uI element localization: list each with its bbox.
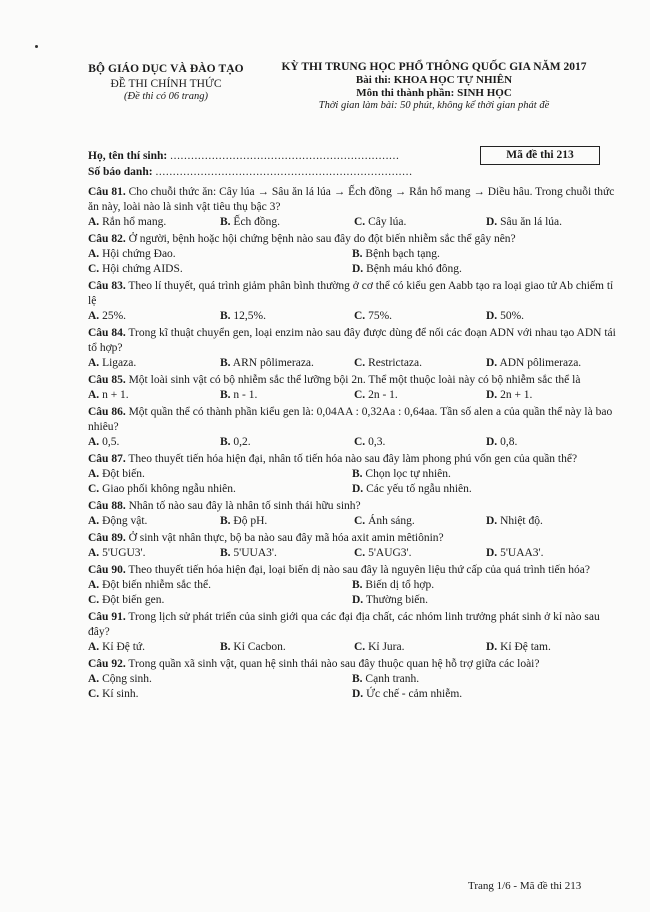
candidate-info xyxy=(88,150,413,182)
answer-option xyxy=(486,546,618,561)
option-letter: B. xyxy=(220,310,231,322)
answer-option xyxy=(352,482,618,497)
option-text: Bệnh máu khó đông. xyxy=(366,263,462,275)
option-letter: A. xyxy=(88,248,100,260)
option-text: ADN pôlimeraza. xyxy=(499,357,582,369)
option-text: 2n - 1. xyxy=(368,389,398,401)
answer-options xyxy=(88,388,618,403)
option-letter: C. xyxy=(354,357,366,369)
option-letter: B. xyxy=(220,515,231,527)
question-text: Trong kĩ thuật chuyển gen, loại enzim nào sau đây được dùng để nối các đoạn ADN với nhau tạo ADN tái tổ hợp? xyxy=(88,327,616,354)
option-letter: C. xyxy=(354,436,366,448)
option-text: 75%. xyxy=(368,310,393,322)
question xyxy=(88,610,618,655)
option-text: 5'UGU3'. xyxy=(102,547,146,559)
option-letter: B. xyxy=(220,357,231,369)
question xyxy=(88,531,618,561)
exam-title: KỲ THI TRUNG HỌC PHỔ THÔNG QUỐC GIA NĂM 2017 xyxy=(281,61,587,73)
answer-option xyxy=(220,309,354,324)
question-number: Câu 82. xyxy=(88,233,126,245)
answer-option xyxy=(354,309,486,324)
answer-option xyxy=(486,435,618,450)
answer-option xyxy=(354,388,486,403)
answer-option xyxy=(354,435,486,450)
answer-options xyxy=(88,514,618,529)
answer-option xyxy=(220,215,354,230)
answer-option xyxy=(220,546,354,561)
question-stem xyxy=(88,232,618,247)
option-letter: D. xyxy=(486,216,498,228)
answer-option xyxy=(486,215,618,230)
option-text: Thường biến. xyxy=(365,594,428,606)
option-text: Ếch đồng. xyxy=(233,216,281,228)
option-text: 5'UAA3'. xyxy=(500,547,544,559)
option-letter: C. xyxy=(354,216,366,228)
option-letter: A. xyxy=(88,389,100,401)
option-text: 5'AUG3'. xyxy=(368,547,412,559)
option-letter: A. xyxy=(88,468,100,480)
answer-option xyxy=(486,309,618,324)
time-line: Thời gian làm bài: 50 phút, không kể thời gian phát đề xyxy=(318,100,550,111)
option-text: Đột biến gen. xyxy=(102,594,165,606)
question-text: Theo lí thuyết, quá trình giảm phân bình thường ở cơ thể có kiểu gen Aabb tạo ra loại giao tử Ab chiếm tỉ lệ xyxy=(88,280,614,307)
option-letter: B. xyxy=(352,579,363,591)
option-letter: D. xyxy=(352,263,364,275)
option-text: 5'UUA3'. xyxy=(233,547,277,559)
question-stem xyxy=(88,531,618,546)
answer-option xyxy=(88,578,352,593)
option-letter: C. xyxy=(88,594,100,606)
answer-option xyxy=(352,467,618,482)
option-letter: A. xyxy=(88,515,100,527)
option-letter: B. xyxy=(220,436,231,448)
answer-option xyxy=(88,356,220,371)
option-letter: A. xyxy=(88,579,100,591)
question xyxy=(88,326,618,371)
question-text: Theo thuyết tiến hóa hiện đại, loại biến dị nào sau đây là nguyên liệu thứ cấp của quá trình tiến hóa? xyxy=(128,564,590,576)
question-number: Câu 91. xyxy=(88,611,126,623)
option-text: 0,2. xyxy=(233,436,251,448)
question-number: Câu 92. xyxy=(88,658,126,670)
option-letter: C. xyxy=(354,547,366,559)
option-letter: B. xyxy=(220,547,231,559)
option-letter: B. xyxy=(352,673,363,685)
option-text: Ligaza. xyxy=(102,357,137,369)
question-stem xyxy=(88,279,618,309)
option-text: Giao phối không ngẫu nhiên. xyxy=(102,483,236,495)
option-text: Nhiệt độ. xyxy=(500,515,543,527)
option-text: Kỉ Cacbon. xyxy=(233,641,286,653)
answer-option xyxy=(88,687,352,702)
option-text: Sâu ăn lá lúa. xyxy=(500,216,563,228)
sbd-label: Số báo danh: xyxy=(88,166,153,178)
option-letter: A. xyxy=(88,216,100,228)
answer-option xyxy=(352,578,618,593)
option-letter: C. xyxy=(354,389,366,401)
option-letter: D. xyxy=(486,515,498,527)
option-text: Hội chứng Đao. xyxy=(102,248,176,260)
question-text: Trong quần xã sinh vật, quan hệ sinh thái nào sau đây thuộc quan hệ hỗ trợ giữa các loài? xyxy=(128,658,540,670)
answer-options xyxy=(88,672,618,702)
ministry-name: BỘ GIÁO DỤC VÀ ĐÀO TẠO xyxy=(88,63,244,75)
option-text: 2n + 1. xyxy=(500,389,533,401)
question-number: Câu 86. xyxy=(88,406,126,418)
scan-dot xyxy=(35,45,38,48)
answer-option xyxy=(88,262,352,277)
official-label: ĐỀ THI CHÍNH THỨC xyxy=(110,78,222,90)
answer-option xyxy=(354,215,486,230)
answer-option xyxy=(88,309,220,324)
question-stem xyxy=(88,452,618,467)
answer-option xyxy=(354,546,486,561)
option-text: n + 1. xyxy=(102,389,129,401)
option-text: Hội chứng AIDS. xyxy=(102,263,183,275)
option-letter: D. xyxy=(486,357,498,369)
question-text: Theo thuyết tiến hóa hiện đại, nhân tố tiến hóa nào sau đây làm phong phú vốn gen của quần thể? xyxy=(128,453,578,465)
answer-option xyxy=(352,672,618,687)
answer-options xyxy=(88,215,618,230)
option-letter: B. xyxy=(220,641,231,653)
option-text: 12,5%. xyxy=(233,310,267,322)
option-text: Độ pH. xyxy=(233,515,268,527)
exam-code-box: Mã đề thi 213 xyxy=(480,146,600,165)
answer-option xyxy=(486,388,618,403)
option-letter: D. xyxy=(486,436,498,448)
option-letter: A. xyxy=(88,547,100,559)
option-text: n - 1. xyxy=(233,389,258,401)
question-stem xyxy=(88,326,618,356)
answer-option xyxy=(88,546,220,561)
answer-options xyxy=(88,640,618,655)
page-count: (Đề thi có 06 trang) xyxy=(124,91,208,102)
question-number: Câu 83. xyxy=(88,280,126,292)
question-stem xyxy=(88,405,618,435)
option-letter: D. xyxy=(486,389,498,401)
question-text: Trong lịch sử phát triển của sinh giới qua các đại địa chất, các nhóm linh trưởng phát sinh ở kỉ nào sau đây? xyxy=(88,611,600,638)
component-line: Môn thi thành phần: SINH HỌC xyxy=(356,87,512,99)
answer-options xyxy=(88,309,618,324)
option-text: 25%. xyxy=(102,310,127,322)
answer-options xyxy=(88,546,618,561)
option-text: Đột biến. xyxy=(102,468,145,480)
option-letter: D. xyxy=(486,641,498,653)
option-letter: D. xyxy=(352,594,364,606)
question-text: Ở sinh vật nhân thực, bộ ba nào sau đây mã hóa axit amin mêtiônin? xyxy=(128,532,444,544)
option-text: 0,3. xyxy=(368,436,386,448)
answer-option xyxy=(88,435,220,450)
sbd-field: .......................................................................... xyxy=(155,166,413,178)
question-text: Một quần thể có thành phần kiểu gen là: 0,04AA : 0,32Aa : 0,64aa. Tần số alen a của quần thể này là bao nhiêu? xyxy=(88,406,613,433)
answer-options xyxy=(88,435,618,450)
option-letter: B. xyxy=(352,468,363,480)
answer-option xyxy=(352,593,618,608)
name-label: Họ, tên thí sinh: xyxy=(88,150,168,162)
answer-option xyxy=(352,687,618,702)
option-letter: C. xyxy=(354,515,366,527)
option-text: Các yếu tố ngẫu nhiên. xyxy=(366,483,472,495)
question-stem xyxy=(88,657,618,672)
answer-option xyxy=(354,356,486,371)
question-stem xyxy=(88,499,618,514)
option-text: Bệnh bạch tạng. xyxy=(365,248,440,260)
answer-option xyxy=(352,262,618,277)
answer-option xyxy=(88,467,352,482)
option-text: Kỉ Jura. xyxy=(368,641,405,653)
question xyxy=(88,499,618,529)
answer-option xyxy=(486,640,618,655)
answer-option xyxy=(88,593,352,608)
option-text: Ức chế - cảm nhiễm. xyxy=(366,688,463,700)
question xyxy=(88,232,618,277)
answer-options xyxy=(88,356,618,371)
question xyxy=(88,185,618,230)
option-text: Chọn lọc tự nhiên. xyxy=(365,468,451,480)
option-letter: B. xyxy=(220,216,231,228)
question-stem xyxy=(88,610,618,640)
answer-options xyxy=(88,247,618,277)
question-stem xyxy=(88,373,618,388)
option-text: Cộng sinh. xyxy=(102,673,152,685)
question-text: Ở người, bệnh hoặc hội chứng bệnh nào sau đây do đột biến nhiễm sắc thể gây nên? xyxy=(128,233,516,245)
question-text: Một loài sinh vật có bộ nhiễm sắc thể lưỡng bội 2n. Thể một thuộc loài này có bộ nhiễm sắc thể là xyxy=(128,374,581,386)
question-number: Câu 87. xyxy=(88,453,126,465)
answer-option xyxy=(354,640,486,655)
option-text: Kí sinh. xyxy=(102,688,139,700)
answer-option xyxy=(88,672,352,687)
answer-option xyxy=(220,514,354,529)
option-letter: D. xyxy=(486,547,498,559)
question-number: Câu 81. xyxy=(88,186,126,198)
name-field: .................................................................. xyxy=(170,150,400,162)
page-footer: Trang 1/6 - Mã đề thi 213 xyxy=(468,880,582,892)
question xyxy=(88,452,618,497)
option-text: Rắn hổ mang. xyxy=(102,216,167,228)
option-text: Cạnh tranh. xyxy=(365,673,420,685)
answer-option xyxy=(486,514,618,529)
option-letter: B. xyxy=(352,248,363,260)
option-letter: D. xyxy=(352,483,364,495)
subject-line: Bài thi: KHOA HỌC TỰ NHIÊN xyxy=(355,74,513,86)
option-text: Restrictaza. xyxy=(368,357,423,369)
answer-options xyxy=(88,578,618,608)
question xyxy=(88,279,618,324)
option-letter: D. xyxy=(486,310,498,322)
answer-option xyxy=(88,482,352,497)
answer-option xyxy=(486,356,618,371)
option-letter: C. xyxy=(88,688,100,700)
header-right xyxy=(254,61,614,111)
option-letter: D. xyxy=(352,688,364,700)
option-text: ARN pôlimeraza. xyxy=(232,357,314,369)
question-stem xyxy=(88,563,618,578)
option-text: Đột biến nhiễm sắc thể. xyxy=(102,579,211,591)
answer-option xyxy=(88,640,220,655)
option-letter: A. xyxy=(88,436,100,448)
option-letter: C. xyxy=(354,641,366,653)
question-text: Nhân tố nào sau đây là nhân tố sinh thái hữu sinh? xyxy=(128,500,361,512)
option-letter: A. xyxy=(88,310,100,322)
option-text: 0,5. xyxy=(102,436,120,448)
answer-option xyxy=(352,247,618,262)
header-left xyxy=(86,63,246,102)
question-number: Câu 88. xyxy=(88,500,126,512)
option-text: 0,8. xyxy=(500,436,518,448)
answer-options xyxy=(88,467,618,497)
option-letter: A. xyxy=(88,357,100,369)
option-letter: C. xyxy=(88,263,100,275)
option-text: Kỉ Đệ tam. xyxy=(500,641,551,653)
answer-option xyxy=(88,514,220,529)
answer-option xyxy=(88,388,220,403)
question xyxy=(88,563,618,608)
question-number: Câu 90. xyxy=(88,564,126,576)
answer-option xyxy=(88,215,220,230)
option-letter: C. xyxy=(354,310,366,322)
answer-option xyxy=(220,388,354,403)
answer-option xyxy=(88,247,352,262)
option-letter: A. xyxy=(88,641,100,653)
question xyxy=(88,657,618,702)
question xyxy=(88,373,618,403)
answer-option xyxy=(220,640,354,655)
option-text: Cây lúa. xyxy=(368,216,407,228)
question-text: Cho chuỗi thức ăn: Cây lúa → Sâu ăn lá lúa → Ếch đồng → Rắn hổ mang → Diều hâu. Trong chuỗi thức ăn này, loài nào là sinh vật tiêu thụ bậc 3? xyxy=(88,186,615,213)
question-number: Câu 89. xyxy=(88,532,126,544)
option-text: Ánh sáng. xyxy=(368,515,415,527)
option-text: Biến dị tổ hợp. xyxy=(365,579,435,591)
option-letter: C. xyxy=(88,483,100,495)
option-text: Kỉ Đệ tứ. xyxy=(102,641,146,653)
option-text: Động vật. xyxy=(102,515,148,527)
option-letter: A. xyxy=(88,673,100,685)
option-text: 50%. xyxy=(500,310,525,322)
option-letter: B. xyxy=(220,389,231,401)
question xyxy=(88,405,618,450)
answer-option xyxy=(220,435,354,450)
question-stem xyxy=(88,185,618,215)
answer-option xyxy=(354,514,486,529)
question-list xyxy=(88,185,618,704)
question-number: Câu 85. xyxy=(88,374,126,386)
question-number: Câu 84. xyxy=(88,327,126,339)
answer-option xyxy=(220,356,354,371)
